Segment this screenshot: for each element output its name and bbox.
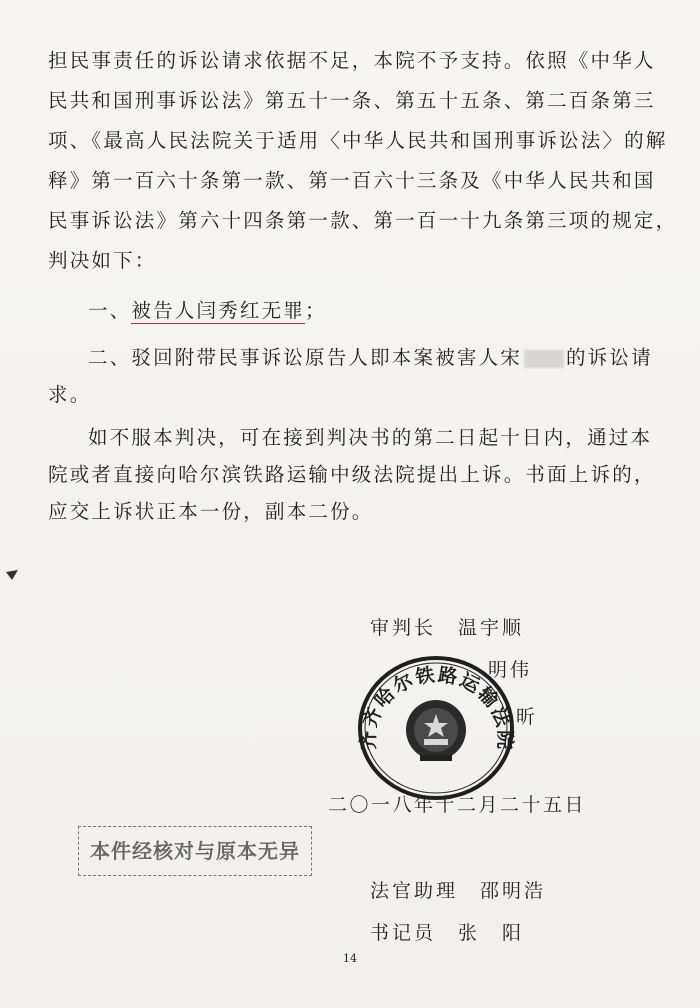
juror-1-name: 明伟 xyxy=(488,659,533,681)
page-number: 14 xyxy=(343,952,357,965)
verdict-item-2 xyxy=(88,345,653,371)
judgment-date: 二〇一八年十二月二十五日 xyxy=(328,794,587,816)
body-line: 判决如下： xyxy=(48,249,157,272)
verdict-not-guilty: 被告人闫秀红无罪 xyxy=(131,299,306,322)
court-seal xyxy=(350,648,522,800)
verdict-item-2-cont: 求。 xyxy=(48,383,92,406)
appeal-line: 应交上诉状正本一份，副本二份。 xyxy=(48,500,374,523)
verdict-item-1 xyxy=(88,298,327,324)
juror-2-name: 昕 xyxy=(516,706,539,728)
body-line: 民共和国刑事诉讼法》第五十一条、第五十五条、第二百条第三 xyxy=(48,89,656,112)
copy-verification-stamp: 本件经核对与原本无异 xyxy=(78,826,312,876)
seal-text: 齐齐哈尔铁路运输法院 xyxy=(358,664,515,752)
national-emblem-icon xyxy=(406,700,466,761)
verdict2-tail: 的诉讼请 xyxy=(566,346,653,369)
judge-assistant-line: 法官助理 邵明浩 xyxy=(370,880,547,902)
appeal-line: 院或者直接向哈尔滨铁路运输中级法院提出上诉。书面上诉的， xyxy=(48,463,656,486)
verdict-suffix: ； xyxy=(305,299,327,322)
judge-line: 审判长 温宇顺 xyxy=(370,617,525,639)
appeal-line: 如不服本判决，可在接到判决书的第二日起十日内，通过本 xyxy=(88,426,653,449)
clerk-line: 书记员 张 阳 xyxy=(370,922,525,944)
body-line: 担民事责任的诉讼请求依据不足，本院不予支持。依照《中华人 xyxy=(48,49,656,72)
verdict2-text: 二、驳回附带民事诉讼原告人即本案被害人宋 xyxy=(88,346,523,369)
body-line: 民事诉讼法》第六十四条第一款、第一百一十九条第三项的规定， xyxy=(48,209,678,232)
verdict-prefix: 一、 xyxy=(88,299,132,322)
body-line: 项、《最高人民法院关于适用〈中华人民共和国刑事诉讼法〉的解 xyxy=(48,129,668,152)
body-line: 释》第一百六十条第一款、第一百六十三条及《中华人民共和国 xyxy=(48,169,656,192)
scan-mark xyxy=(4,568,20,582)
redacted-name xyxy=(524,350,564,368)
